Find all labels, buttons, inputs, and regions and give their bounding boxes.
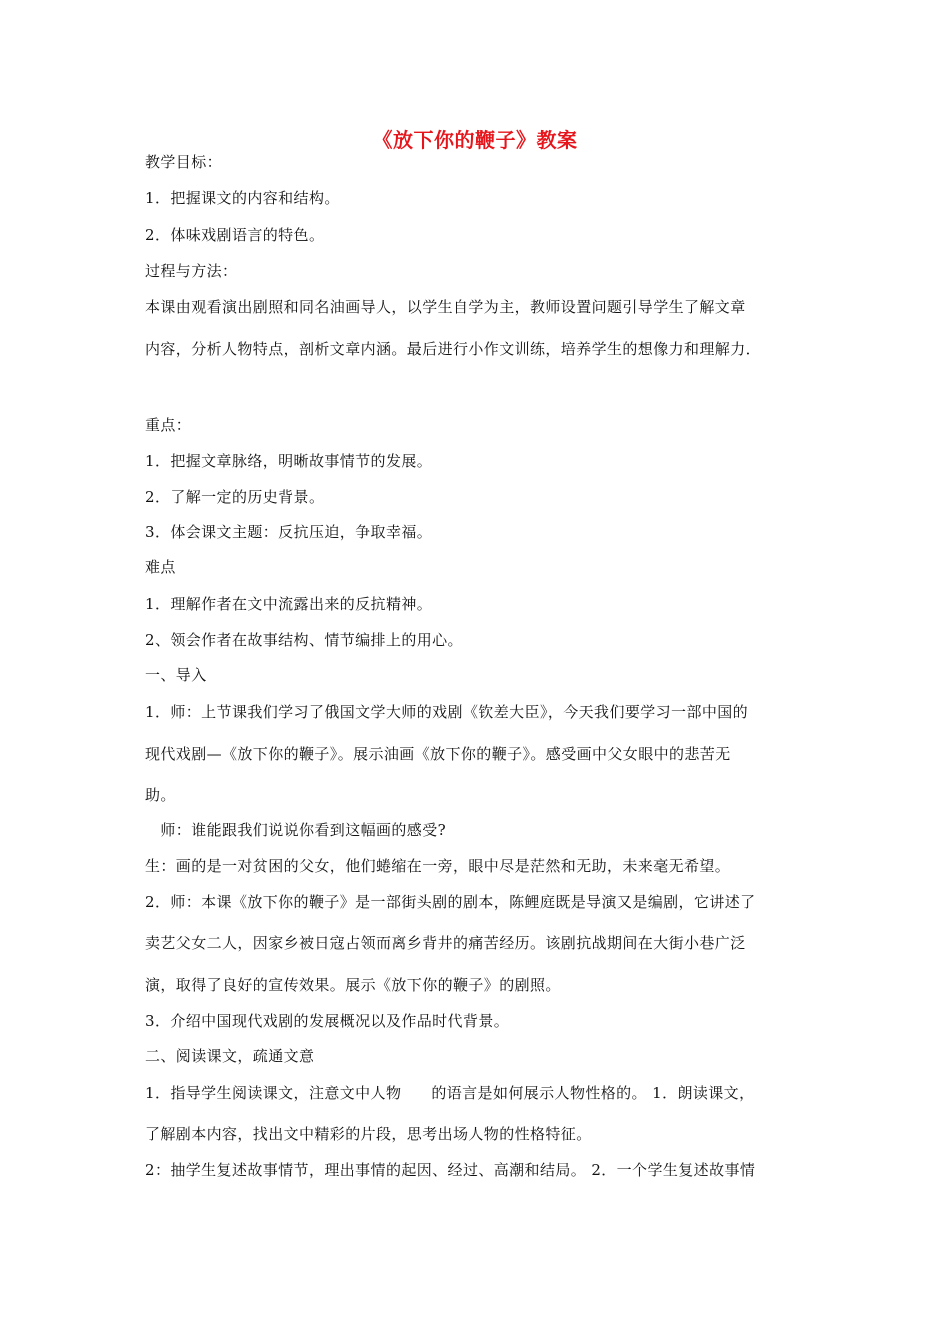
student-answer: 生：画的是一对贫困的父女，他们蜷缩在一旁，眼中尽是茫然和无助，未来毫无希望。 — [145, 857, 731, 875]
key-point-item-1: 1．把握文章脉络，明晰故事情节的发展。 — [145, 452, 433, 470]
objective-item-2: 2．体味戏剧语言的特色。 — [145, 226, 325, 244]
objective-item-1: 1．把握课文的内容和结构。 — [145, 189, 340, 207]
paragraph-line — [145, 1083, 754, 1103]
document-title: 《放下你的鞭子》教案 — [372, 128, 578, 152]
section-heading-intro: 一、导入 — [145, 666, 207, 684]
difficulty-item-2: 2、领会作者在故事结构、情节编排上的用心。 — [145, 631, 463, 649]
paragraph-line: 助。 — [145, 786, 176, 804]
key-point-item-3: 3．体会课文主题：反抗压迫，争取幸福。 — [145, 523, 433, 541]
objectives-heading: 教学目标： — [145, 153, 223, 171]
difficulty-item-1: 1．理解作者在文中流露出来的反抗精神。 — [145, 595, 433, 613]
paragraph-line: 现代戏剧—《放下你的鞭子》。展示油画《放下你的鞭子》。感受画中父女眼中的悲苦无 — [145, 745, 731, 763]
paragraph-line: 卖艺父女二人，因家乡被日寇占领而离乡背井的痛苦经历。该剧抗战期间在大街小巷广泛 — [145, 934, 746, 952]
paragraph-line: 3．介绍中国现代戏剧的发展概况以及作品时代背景。 — [145, 1012, 510, 1030]
process-text-line: 内容，分析人物特点，剖析文章内涵。最后进行小作文训练，培养学生的想像力和理解力． — [145, 340, 762, 358]
paragraph-line: 2：抽学生复述故事情节，理出事情的起因、经过、高潮和结局。 2．一个学生复述故事情 — [145, 1161, 756, 1179]
paragraph-line: 2．师：本课《放下你的鞭子》是一部街头剧的剧本，陈鲤庭既是导演又是编剧，它讲述了 — [145, 893, 756, 911]
difficulty-heading: 难点 — [145, 558, 176, 576]
paragraph-segment: 的语言是如何展示人物性格的。 1．朗读课文， — [431, 1084, 755, 1102]
section-heading-reading: 二、阅读课文，疏通文意 — [145, 1047, 315, 1065]
paragraph-line: 了解剧本内容，找出文中精彩的片段，思考出场人物的性格特征。 — [145, 1125, 592, 1143]
key-point-item-2: 2．了解一定的历史背景。 — [145, 488, 325, 506]
key-points-heading: 重点： — [145, 416, 192, 434]
teacher-question: 师：谁能跟我们说说你看到这幅画的感受? — [145, 821, 447, 839]
paragraph-line: 1．师：上节课我们学习了俄国文学大师的戏剧《钦差大臣》，今天我们要学习一部中国的 — [145, 703, 749, 721]
paragraph-line: 演，取得了良好的宣传效果。展示《放下你的鞭子》的剧照。 — [145, 976, 561, 994]
paragraph-segment: 1．指导学生阅读课文，注意文中人物 — [145, 1084, 402, 1102]
process-text-line: 本课由观看演出剧照和同名油画导人，以学生自学为主，教师设置问题引导学生了解文章 — [145, 298, 746, 316]
process-heading: 过程与方法： — [145, 262, 238, 280]
